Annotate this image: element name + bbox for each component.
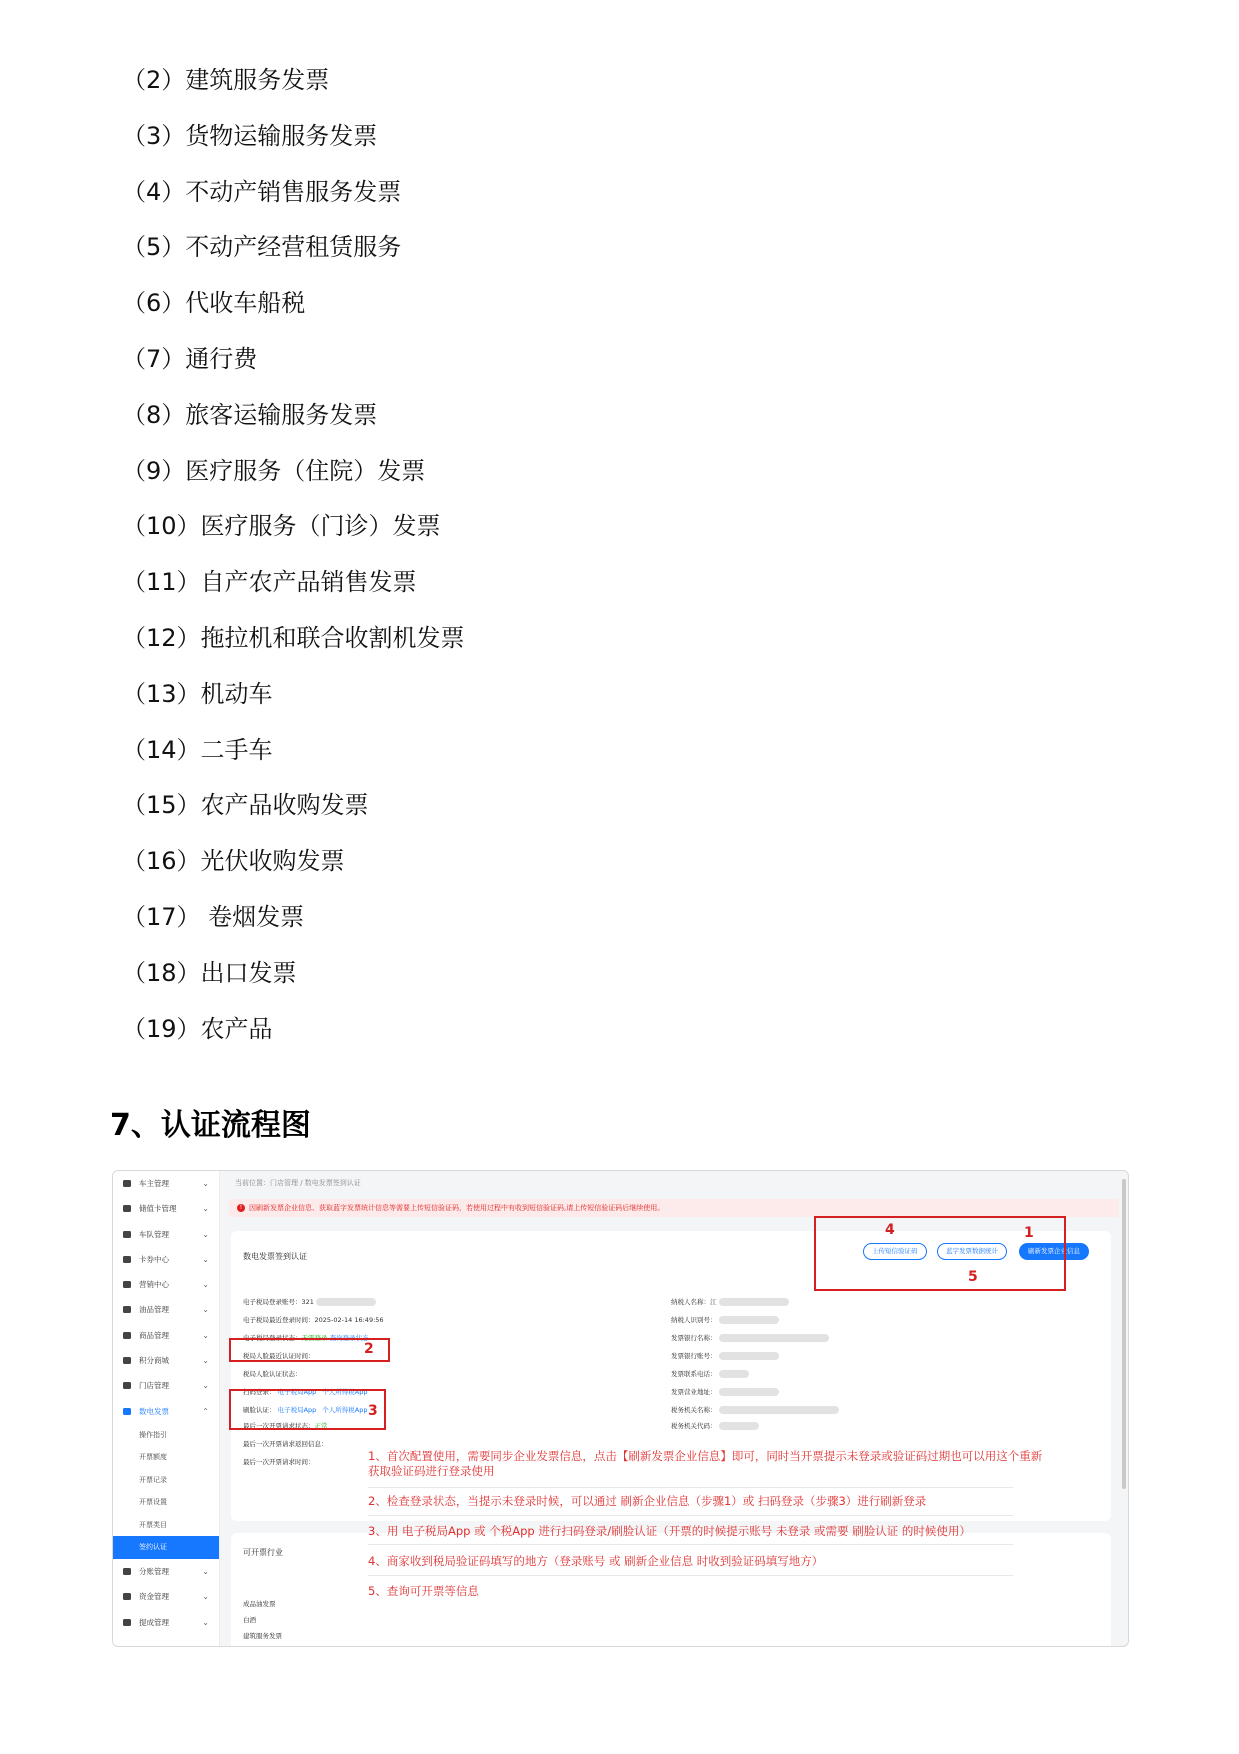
fuel-icon (123, 1306, 131, 1313)
industries-title: 可开票行业 (243, 1548, 283, 1557)
car-icon (123, 1231, 131, 1238)
marker-3: 3 (368, 1403, 378, 1419)
list-icon (123, 1619, 131, 1626)
divider (368, 1575, 1013, 1576)
gear-icon (123, 1382, 131, 1389)
sidebar-subitem[interactable]: 开票记录 (139, 1475, 167, 1484)
chevron-down-icon: ⌄ (202, 1330, 209, 1340)
chevron-down-icon: ⌄ (202, 1381, 209, 1391)
sidebar-item[interactable]: 营销中心 ⌄ (113, 1272, 219, 1297)
note-3: 3、用 电子税局App 或 个税App 进行扫码登录/刷脸认证（开票的时候提示账号 未登录 或需要 刷脸认证 的时候使用） (368, 1524, 971, 1538)
shop-icon (123, 1357, 131, 1364)
sidebar (113, 1171, 220, 1647)
list-item: （13）机动车 (122, 679, 273, 708)
note-1: 1、首次配置使用，需要同步企业发票信息，点击【刷新发票企业信息】即可，同时当开票提示未登录或验证码过期也可以用这个重新 (368, 1449, 1043, 1463)
sidebar-subitem[interactable]: 开票类目 (139, 1520, 167, 1529)
list-item: （5）不动产经营租赁服务 (122, 233, 402, 262)
industry-item: 成品油发票 (243, 1600, 276, 1608)
divider (368, 1515, 1013, 1516)
field-face-auth: 刷脸认证： 电子税局App 个人所得税App (243, 1406, 368, 1414)
card-title: 数电发票签到认证 (243, 1252, 307, 1261)
breadcrumb: 当前位置：门店管理 / 数电发票签到认证 (235, 1179, 361, 1187)
sidebar-subitem-active[interactable]: 签约认证 (113, 1536, 219, 1559)
list-item: （19）农产品 (122, 1014, 273, 1043)
field-face-status: 税局人脸认证状态： (243, 1370, 302, 1378)
chevron-down-icon: ⌄ (202, 1617, 209, 1627)
chevron-down-icon: ⌄ (202, 1254, 209, 1264)
tag-icon (123, 1256, 131, 1263)
chevron-down-icon: ⌄ (202, 1280, 209, 1290)
note-4: 4、商家收到税局验证码填写的地方（登录账号 或 刷新企业信息 时收到验证码填写地方） (368, 1554, 824, 1568)
personal-tax-app-link[interactable]: 个人所得税App (322, 1388, 368, 1396)
invoice-type-list (122, 62, 465, 1066)
sidebar-item[interactable]: 商品管理 ⌄ (113, 1323, 219, 1348)
list-item: （4）不动产销售服务发票 (122, 177, 402, 206)
list-item: （10）医疗服务（门诊）发票 (122, 512, 441, 541)
list-item: （15）农产品收购发票 (122, 791, 369, 820)
list-item: （14）二手车 (122, 735, 273, 764)
sidebar-item[interactable]: 分账管理 ⌄ (113, 1559, 219, 1584)
chevron-up-icon: ⌃ (202, 1406, 209, 1416)
field-login-status: 电子税局登录状态：无需登录 查询登录状态 (243, 1334, 369, 1342)
industry-item: 建筑服务发票 (243, 1632, 282, 1640)
chevron-down-icon: ⌄ (202, 1179, 209, 1188)
blue-stats-button[interactable]: 蓝字发票数据统计 (937, 1243, 1007, 1260)
list-item: （16）光伏收购发票 (122, 847, 345, 876)
sidebar-subitem[interactable]: 开票设置 (139, 1498, 167, 1507)
monitor-icon (123, 1593, 131, 1600)
sidebar-item-invoice[interactable]: 数电发票 ⌃ (113, 1399, 219, 1424)
industries-card (231, 1533, 1111, 1647)
field-taxpayer-id: 纳税人识别号： (671, 1315, 779, 1325)
field-bank-name: 发票银行名称： (671, 1333, 829, 1343)
sidebar-item[interactable]: 门店管理 ⌄ (113, 1373, 219, 1398)
field-scan-login: 扫码登录： 电子税局App 个人所得税App (243, 1388, 368, 1396)
note-5: 5、查询可开票等信息 (368, 1584, 479, 1598)
gift-icon (123, 1281, 131, 1288)
divider (368, 1487, 1013, 1488)
sidebar-subitem[interactable]: 操作指引 (139, 1430, 167, 1439)
field-phone: 发票联系电话： (671, 1369, 749, 1379)
tax-app-link[interactable]: 电子税局App (277, 1406, 317, 1414)
user-icon (123, 1180, 131, 1187)
field-last-req-time: 最后一次开票请求时间： (243, 1458, 315, 1466)
sidebar-item[interactable]: 资金管理 ⌄ (113, 1584, 219, 1609)
chevron-down-icon: ⌄ (202, 1204, 209, 1214)
goods-icon (123, 1332, 131, 1339)
field-taxpayer-name: 纳税人名称：江 (671, 1297, 789, 1307)
marker-2: 2 (364, 1341, 374, 1357)
list-item: （2）建筑服务发票 (122, 66, 330, 94)
list-item: （8）旅客运输服务发票 (122, 400, 378, 429)
note-1-cont: 获取验证码进行登录使用 (368, 1464, 495, 1478)
sidebar-item[interactable]: 油品管理 ⌄ (113, 1297, 219, 1322)
field-tax-office-code: 税务机关代码： (671, 1421, 759, 1431)
sidebar-item[interactable]: 储值卡管理 ⌄ (113, 1196, 219, 1221)
industry-item: 白酒 (243, 1616, 256, 1624)
sidebar-item[interactable]: 车队管理 ⌄ (113, 1222, 219, 1247)
field-address: 发票营业地址： (671, 1387, 779, 1397)
chevron-down-icon: ⌄ (202, 1305, 209, 1315)
field-bank-account: 发票银行账号： (671, 1351, 779, 1361)
list-item: （6）代收车船税 (122, 289, 306, 318)
chevron-down-icon: ⌄ (202, 1592, 209, 1602)
section-heading: 7、认证流程图 (110, 1108, 311, 1143)
tax-app-link[interactable]: 电子税局App (277, 1388, 317, 1396)
field-account: 电子税局登录账号：321 (243, 1297, 376, 1307)
chevron-down-icon: ⌄ (202, 1356, 209, 1366)
list-item: （17） 卷烟发票 (122, 902, 305, 931)
alert-banner: ! 因刷新发票企业信息、获取蓝字发票统计信息等需要上传短信验证码，若使用过程中有收到短信验证码,请上传短信验证码后继续使用。 (229, 1199, 1119, 1217)
list-item: （11）自产农产品销售发票 (122, 568, 417, 597)
sidebar-subitem[interactable]: 开票额度 (139, 1453, 167, 1462)
upload-code-button[interactable]: 上传短信验证码 (863, 1243, 927, 1260)
invoice-icon (123, 1408, 131, 1415)
personal-tax-app-link[interactable]: 个人所得税App (322, 1406, 368, 1414)
warning-icon: ! (237, 1204, 245, 1212)
field-last-req-status: 最后一次开票请求状态：正常 (243, 1422, 328, 1430)
field-last-login: 电子税局最近登录时间：2025-02-14 16:49:56 (243, 1316, 384, 1324)
sidebar-item[interactable]: 车主管理 ⌄ (113, 1171, 219, 1196)
list-item: （9）医疗服务（住院）发票 (122, 456, 426, 485)
sidebar-item[interactable]: 积分商城 ⌄ (113, 1348, 219, 1373)
list-item: （18）出口发票 (122, 958, 297, 987)
list-item: （12）拖拉机和联合收割机发票 (122, 623, 465, 652)
query-status-link[interactable]: 查询登录状态 (329, 1334, 369, 1342)
annotation-box-scan (229, 1389, 386, 1430)
sidebar-item[interactable]: 卡券中心 ⌄ (113, 1247, 219, 1272)
split-icon (123, 1568, 131, 1575)
list-item: （3）货物运输服务发票 (122, 121, 378, 150)
scrollbar[interactable] (1122, 1179, 1126, 1489)
field-last-req-return: 最后一次开票请求返回信息： (243, 1440, 328, 1448)
card-icon (123, 1205, 131, 1212)
divider (368, 1544, 1013, 1545)
field-tax-office: 税务机关名称： (671, 1405, 839, 1415)
field-face-time: 税局人脸最近认证时间： (243, 1352, 315, 1360)
note-2: 2、检查登录状态，当提示未登录时候，可以通过 刷新企业信息（步骤1）或 扫码登录（步骤3）进行刷新登录 (368, 1494, 927, 1508)
marker-1: 1 (1024, 1225, 1034, 1241)
chevron-down-icon: ⌄ (202, 1566, 209, 1576)
sidebar-item[interactable]: 提成管理 ⌄ (113, 1610, 219, 1635)
marker-4: 4 (885, 1222, 895, 1238)
list-item: （7）通行费 (122, 344, 258, 373)
embedded-screenshot (112, 1170, 1129, 1647)
refresh-info-button[interactable]: 刷新发票企业信息 (1019, 1243, 1089, 1260)
chevron-down-icon: ⌄ (202, 1229, 209, 1239)
marker-5: 5 (968, 1269, 978, 1285)
